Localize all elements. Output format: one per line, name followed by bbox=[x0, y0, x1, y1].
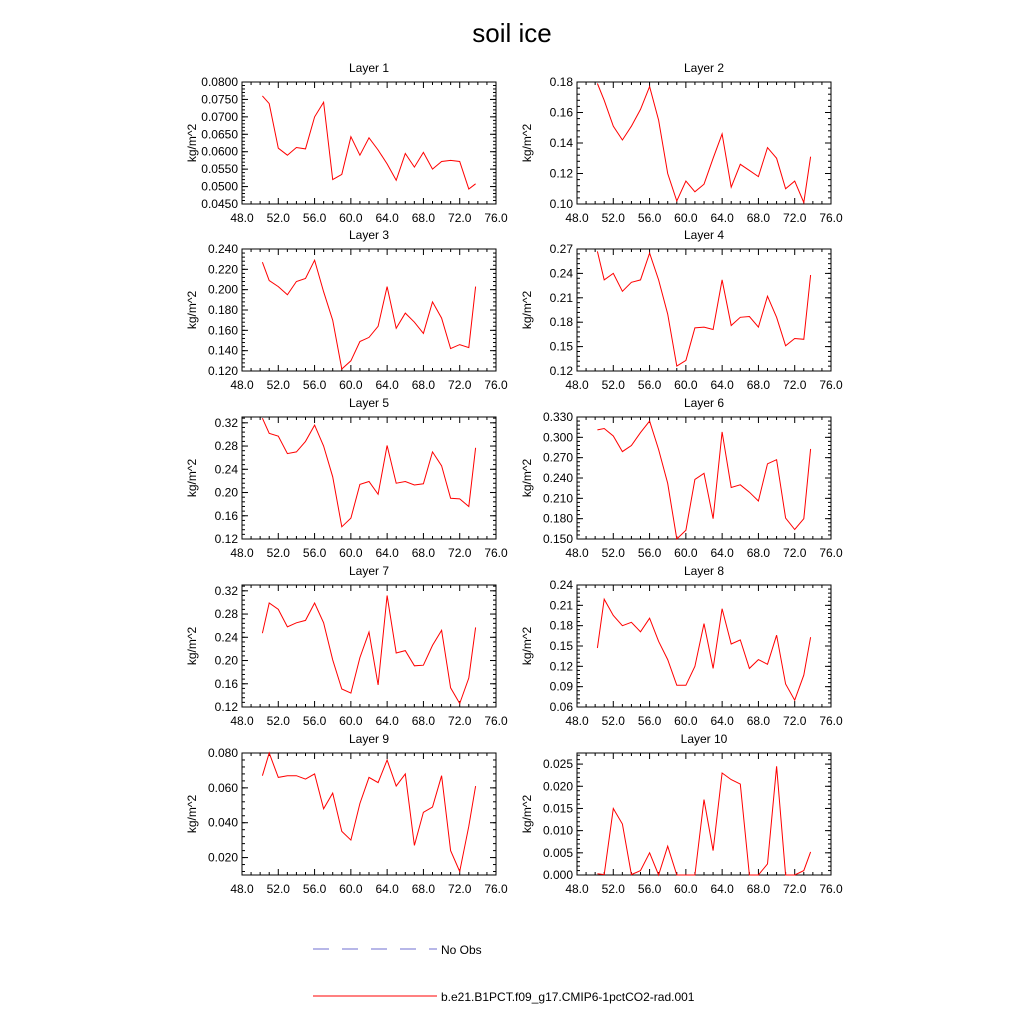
plot-frame bbox=[242, 249, 496, 371]
y-tick-label: 0.080 bbox=[207, 746, 238, 760]
x-tick-label: 60.0 bbox=[674, 882, 698, 896]
y-tick-label: 0.15 bbox=[549, 639, 573, 653]
x-tick-label: 56.0 bbox=[637, 882, 662, 896]
y-tick-label: 0.270 bbox=[542, 450, 573, 465]
y-tick-label: 0.005 bbox=[542, 845, 573, 860]
y-tick-label: 0.12 bbox=[549, 364, 573, 378]
y-axis-label: kg/m^2 bbox=[520, 626, 534, 666]
panel-title: Layer 8 bbox=[683, 564, 725, 578]
x-tick-label: 48.0 bbox=[230, 211, 254, 225]
panels bbox=[185, 61, 843, 896]
x-tick-label: 68.0 bbox=[746, 546, 771, 560]
x-tick-label: 56.0 bbox=[637, 211, 662, 225]
y-axis-label: kg/m^2 bbox=[520, 458, 534, 498]
x-tick-label: 68.0 bbox=[746, 882, 771, 896]
x-tick-label: 52.0 bbox=[266, 882, 290, 896]
y-tick-label: 0.220 bbox=[207, 262, 238, 277]
panel-layer-4 bbox=[520, 228, 843, 392]
x-tick-label: 64.0 bbox=[375, 714, 399, 728]
x-tick-label: 76.0 bbox=[819, 714, 843, 728]
legend bbox=[313, 943, 695, 1004]
x-tick-label: 52.0 bbox=[601, 211, 625, 225]
x-tick-label: 48.0 bbox=[565, 211, 589, 225]
x-tick-label: 72.0 bbox=[783, 546, 807, 560]
y-tick-label: 0.24 bbox=[214, 630, 238, 645]
y-tick-label: 0.12 bbox=[549, 166, 573, 181]
y-tick-label: 0.09 bbox=[549, 679, 573, 694]
x-tick-label: 76.0 bbox=[819, 882, 843, 896]
panel-layer-8 bbox=[520, 564, 843, 728]
panel-title: Layer 2 bbox=[683, 61, 725, 75]
x-tick-label: 60.0 bbox=[339, 211, 363, 225]
y-tick-label: 0.020 bbox=[207, 850, 238, 865]
x-tick-label: 76.0 bbox=[484, 546, 508, 560]
x-tick-label: 68.0 bbox=[746, 378, 771, 392]
y-tick-label: 0.200 bbox=[207, 282, 238, 297]
x-tick-label: 64.0 bbox=[375, 378, 399, 392]
panel-layer-3 bbox=[185, 228, 508, 392]
legend-label-model: b.e21.B1PCT.f09_g17.CMIP6-1pctCO2-rad.001 bbox=[441, 990, 695, 1004]
x-tick-label: 60.0 bbox=[339, 378, 363, 392]
panel-title: Layer 1 bbox=[348, 61, 390, 75]
x-tick-label: 64.0 bbox=[710, 211, 734, 225]
x-tick-label: 60.0 bbox=[674, 378, 698, 392]
y-tick-label: 0.0650 bbox=[201, 127, 238, 142]
y-tick-label: 0.0450 bbox=[201, 197, 238, 211]
y-tick-label: 0.180 bbox=[542, 511, 573, 526]
y-tick-label: 0.18 bbox=[549, 618, 573, 633]
plot-frame bbox=[577, 82, 831, 204]
panel-title: Layer 4 bbox=[683, 228, 725, 242]
y-tick-label: 0.010 bbox=[542, 823, 573, 838]
x-tick-label: 52.0 bbox=[601, 378, 625, 392]
y-tick-label: 0.060 bbox=[207, 780, 238, 795]
y-tick-label: 0.040 bbox=[207, 815, 238, 830]
x-tick-label: 68.0 bbox=[411, 546, 436, 560]
panel-title: Layer 5 bbox=[348, 396, 390, 410]
y-tick-label: 0.150 bbox=[542, 532, 573, 546]
y-tick-label: 0.16 bbox=[549, 105, 573, 120]
panel-title: Layer 7 bbox=[348, 564, 390, 578]
series-line-model bbox=[262, 418, 475, 527]
y-tick-label: 0.16 bbox=[214, 676, 238, 691]
x-tick-label: 72.0 bbox=[448, 378, 472, 392]
x-tick-label: 56.0 bbox=[302, 546, 327, 560]
x-tick-label: 76.0 bbox=[484, 378, 508, 392]
y-tick-label: 0.0750 bbox=[201, 92, 238, 107]
x-tick-label: 76.0 bbox=[819, 546, 843, 560]
y-tick-label: 0.27 bbox=[549, 242, 573, 256]
x-tick-label: 60.0 bbox=[339, 882, 363, 896]
y-tick-label: 0.06 bbox=[549, 700, 573, 714]
x-tick-label: 52.0 bbox=[601, 546, 625, 560]
y-tick-label: 0.330 bbox=[542, 410, 573, 424]
x-tick-label: 48.0 bbox=[565, 546, 589, 560]
x-tick-label: 52.0 bbox=[266, 211, 290, 225]
plot-frame bbox=[242, 585, 496, 707]
series-line-model bbox=[597, 766, 810, 875]
series-line-model bbox=[262, 596, 475, 704]
x-tick-label: 76.0 bbox=[484, 714, 508, 728]
x-tick-label: 48.0 bbox=[565, 714, 589, 728]
x-tick-label: 48.0 bbox=[230, 714, 254, 728]
y-tick-label: 0.32 bbox=[214, 415, 238, 430]
panel-title: Layer 9 bbox=[348, 732, 390, 746]
y-tick-label: 0.240 bbox=[542, 471, 573, 485]
x-tick-label: 52.0 bbox=[601, 882, 625, 896]
y-tick-label: 0.240 bbox=[207, 242, 238, 256]
x-tick-label: 64.0 bbox=[710, 378, 734, 392]
y-tick-label: 0.020 bbox=[542, 779, 573, 794]
y-tick-label: 0.300 bbox=[542, 430, 573, 445]
x-tick-label: 64.0 bbox=[375, 546, 399, 560]
y-axis-label: kg/m^2 bbox=[520, 123, 534, 163]
y-tick-label: 0.025 bbox=[542, 757, 573, 772]
x-tick-label: 52.0 bbox=[266, 546, 290, 560]
plot-frame bbox=[242, 82, 496, 204]
x-tick-label: 64.0 bbox=[710, 882, 734, 896]
y-tick-label: 0.18 bbox=[549, 75, 573, 89]
x-tick-label: 48.0 bbox=[230, 882, 254, 896]
y-tick-label: 0.12 bbox=[214, 532, 238, 546]
y-tick-label: 0.0600 bbox=[201, 144, 238, 159]
y-tick-label: 0.210 bbox=[542, 491, 573, 506]
y-axis-label: kg/m^2 bbox=[185, 123, 199, 163]
y-tick-label: 0.180 bbox=[207, 303, 238, 317]
x-tick-label: 60.0 bbox=[674, 211, 698, 225]
series-line-model bbox=[597, 421, 810, 539]
y-tick-label: 0.000 bbox=[542, 868, 573, 882]
x-tick-label: 68.0 bbox=[411, 714, 436, 728]
x-tick-label: 48.0 bbox=[230, 378, 254, 392]
legend-entry-model bbox=[313, 990, 695, 1004]
y-axis-label: kg/m^2 bbox=[185, 626, 199, 666]
y-tick-label: 0.12 bbox=[214, 700, 238, 714]
series-line-model bbox=[597, 84, 810, 203]
x-tick-label: 56.0 bbox=[302, 714, 327, 728]
panel-layer-9 bbox=[185, 732, 508, 896]
panel-layer-1 bbox=[185, 61, 508, 225]
legend-entry-no-obs bbox=[313, 943, 482, 957]
x-tick-label: 64.0 bbox=[710, 546, 734, 560]
panel-layer-2 bbox=[520, 61, 843, 225]
x-tick-label: 72.0 bbox=[448, 546, 472, 560]
series-line-model bbox=[262, 96, 475, 189]
x-tick-label: 56.0 bbox=[637, 378, 662, 392]
y-tick-label: 0.32 bbox=[214, 583, 238, 598]
x-tick-label: 60.0 bbox=[674, 714, 698, 728]
panel-layer-7 bbox=[185, 564, 508, 728]
plot-frame bbox=[577, 753, 831, 875]
y-tick-label: 0.0500 bbox=[201, 179, 238, 194]
plot-frame bbox=[577, 249, 831, 371]
x-tick-label: 72.0 bbox=[783, 378, 807, 392]
x-tick-label: 48.0 bbox=[565, 882, 589, 896]
x-tick-label: 76.0 bbox=[484, 211, 508, 225]
x-tick-label: 72.0 bbox=[783, 882, 807, 896]
y-tick-label: 0.28 bbox=[214, 439, 238, 454]
y-tick-label: 0.21 bbox=[549, 290, 573, 305]
x-tick-label: 48.0 bbox=[565, 378, 589, 392]
y-tick-label: 0.12 bbox=[549, 659, 573, 674]
y-tick-label: 0.160 bbox=[207, 323, 238, 338]
figure-title: soil ice bbox=[472, 18, 552, 48]
y-tick-label: 0.24 bbox=[214, 462, 238, 477]
panel-title: Layer 3 bbox=[348, 228, 390, 242]
y-tick-label: 0.140 bbox=[207, 343, 238, 358]
x-tick-label: 52.0 bbox=[601, 714, 625, 728]
x-tick-label: 52.0 bbox=[266, 714, 290, 728]
x-tick-label: 60.0 bbox=[674, 546, 698, 560]
y-axis-label: kg/m^2 bbox=[520, 794, 534, 834]
x-tick-label: 56.0 bbox=[637, 714, 662, 728]
plot-frame bbox=[242, 417, 496, 539]
y-axis-label: kg/m^2 bbox=[520, 290, 534, 330]
x-tick-label: 72.0 bbox=[783, 714, 807, 728]
series-line-model bbox=[262, 260, 475, 369]
y-axis-label: kg/m^2 bbox=[185, 794, 199, 834]
y-tick-label: 0.120 bbox=[207, 364, 238, 378]
y-tick-label: 0.15 bbox=[549, 339, 573, 354]
x-tick-label: 72.0 bbox=[448, 211, 472, 225]
x-tick-label: 60.0 bbox=[339, 714, 363, 728]
x-tick-label: 60.0 bbox=[339, 546, 363, 560]
panel-title: Layer 6 bbox=[683, 396, 725, 410]
x-tick-label: 68.0 bbox=[746, 211, 771, 225]
plot-frame bbox=[577, 585, 831, 707]
y-tick-label: 0.28 bbox=[214, 607, 238, 622]
y-axis-label: kg/m^2 bbox=[185, 290, 199, 330]
x-tick-label: 48.0 bbox=[230, 546, 254, 560]
x-tick-label: 52.0 bbox=[266, 378, 290, 392]
x-tick-label: 68.0 bbox=[746, 714, 771, 728]
x-tick-label: 56.0 bbox=[302, 378, 327, 392]
y-tick-label: 0.0800 bbox=[201, 75, 238, 89]
x-tick-label: 68.0 bbox=[411, 378, 436, 392]
plot-frame bbox=[577, 417, 831, 539]
x-tick-label: 64.0 bbox=[375, 882, 399, 896]
y-tick-label: 0.24 bbox=[549, 578, 573, 592]
x-tick-label: 68.0 bbox=[411, 882, 436, 896]
y-tick-label: 0.24 bbox=[549, 266, 573, 281]
x-tick-label: 72.0 bbox=[448, 882, 472, 896]
series-line-model bbox=[597, 599, 810, 700]
y-tick-label: 0.18 bbox=[549, 315, 573, 330]
series-line-model bbox=[262, 753, 475, 872]
x-tick-label: 72.0 bbox=[448, 714, 472, 728]
y-tick-label: 0.10 bbox=[549, 197, 573, 211]
y-tick-label: 0.0550 bbox=[201, 162, 238, 177]
y-tick-label: 0.0700 bbox=[201, 109, 238, 124]
series-line-model bbox=[597, 251, 810, 366]
panel-title: Layer 10 bbox=[680, 732, 728, 746]
y-tick-label: 0.14 bbox=[549, 136, 573, 150]
legend-label-no-obs: No Obs bbox=[441, 943, 482, 957]
x-tick-label: 56.0 bbox=[637, 546, 662, 560]
x-tick-label: 64.0 bbox=[710, 714, 734, 728]
x-tick-label: 56.0 bbox=[302, 211, 327, 225]
panel-layer-10 bbox=[520, 732, 843, 896]
panel-layer-5 bbox=[185, 396, 508, 560]
x-tick-label: 72.0 bbox=[783, 211, 807, 225]
y-tick-label: 0.21 bbox=[549, 598, 573, 613]
x-tick-label: 68.0 bbox=[411, 211, 436, 225]
y-tick-label: 0.015 bbox=[542, 801, 573, 816]
x-tick-label: 76.0 bbox=[484, 882, 508, 896]
panel-layer-6 bbox=[520, 396, 843, 560]
plot-frame bbox=[242, 753, 496, 875]
y-axis-label: kg/m^2 bbox=[185, 458, 199, 498]
y-tick-label: 0.16 bbox=[214, 508, 238, 523]
x-tick-label: 76.0 bbox=[819, 211, 843, 225]
x-tick-label: 64.0 bbox=[375, 211, 399, 225]
x-tick-label: 56.0 bbox=[302, 882, 327, 896]
x-tick-label: 76.0 bbox=[819, 378, 843, 392]
y-tick-label: 0.20 bbox=[214, 653, 238, 668]
y-tick-label: 0.20 bbox=[214, 485, 238, 500]
